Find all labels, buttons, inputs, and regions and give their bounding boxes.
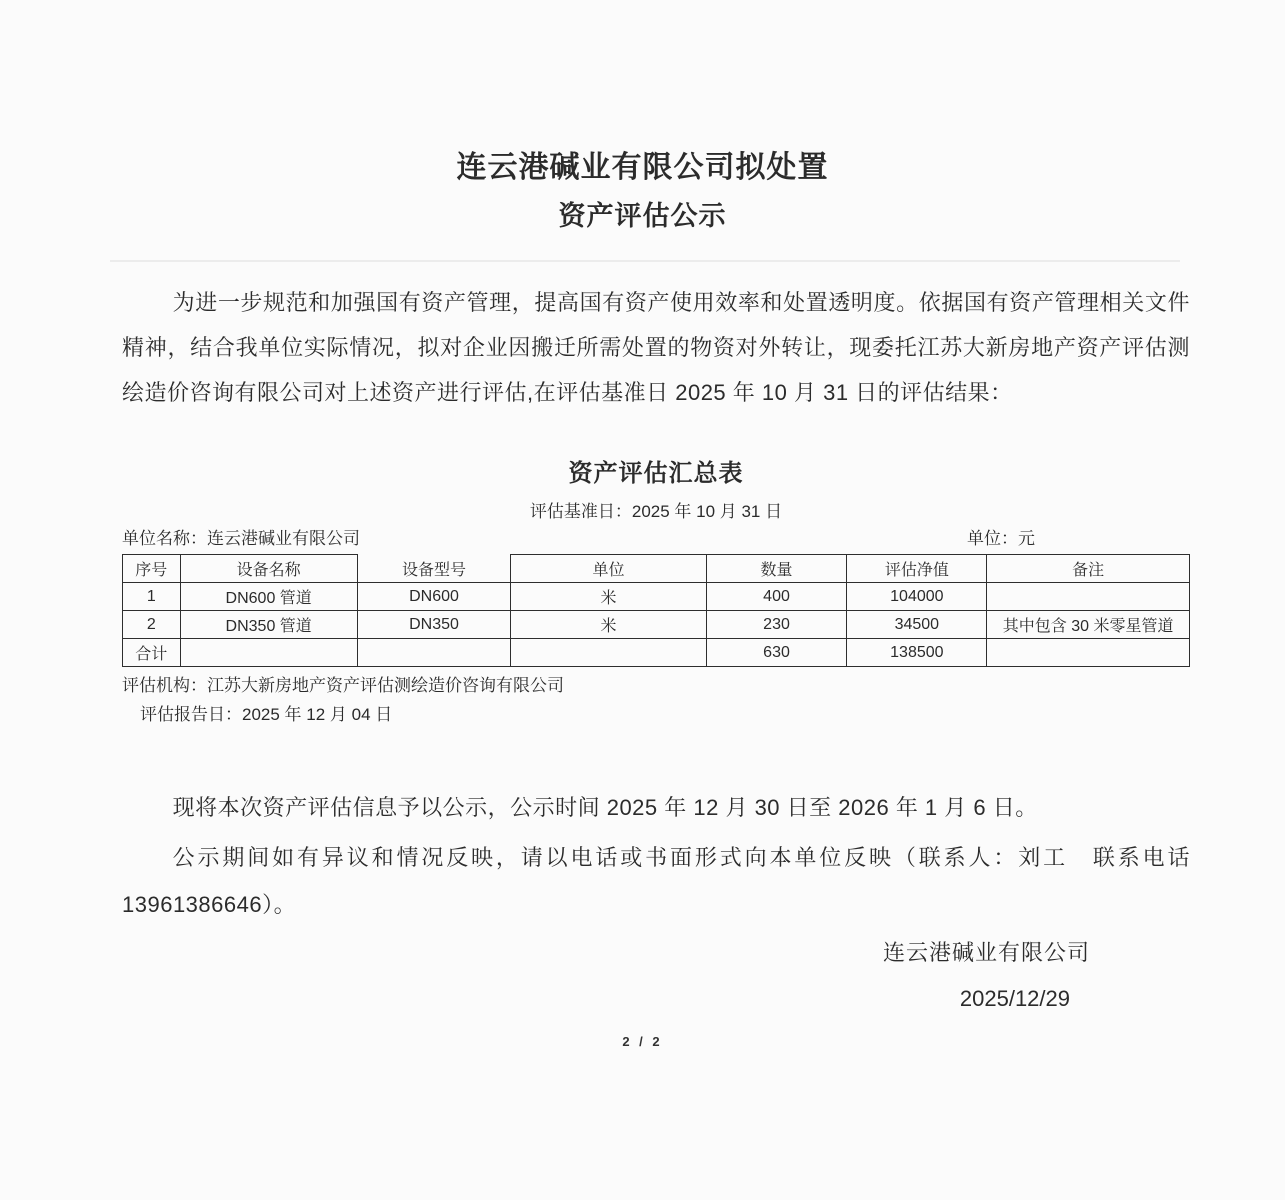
cell-unit: 米 xyxy=(511,611,706,639)
cell-equipment-model: DN600 xyxy=(357,583,511,611)
cell-unit: 米 xyxy=(511,583,706,611)
signature-date: 2025/12/29 xyxy=(959,986,1070,1011)
document-title-line2: 资产评估公示 xyxy=(558,201,727,231)
cell-total-label: 合计 xyxy=(123,639,181,667)
cell-equipment-model xyxy=(357,639,511,667)
cell-appraised-value: 34500 xyxy=(847,611,987,639)
intro-paragraph: 为进一步规范和加强国有资产管理，提高国有资产使用效率和处置透明度。依据国有资产管理相关文件精神，结合我单位实际情况，拟对企业因搬迁所需处置的物资对外转让，现委托江苏大新房地产资产评估测绘造价咨询有限公司对上述资产进行评估,在评估基准日 2025 年 10 月 31 日的评估结果： xyxy=(122,290,1190,405)
public-notice-block xyxy=(122,784,1190,928)
table-total-row xyxy=(123,639,1190,667)
cell-equipment-name: DN600 管道 xyxy=(180,583,357,611)
signature-company: 连云港碱业有限公司 xyxy=(882,940,1090,965)
col-header-equipment-name: 设备名称 xyxy=(180,555,357,583)
cell-remarks: 其中包含 30 米零星管道 xyxy=(987,611,1190,639)
table-row xyxy=(123,611,1190,639)
col-header-quantity: 数量 xyxy=(706,555,847,583)
cell-total-quantity: 630 xyxy=(706,639,847,667)
unit-name-label: 单位名称：连云港碱业有限公司 xyxy=(122,529,360,548)
table-meta-row xyxy=(122,528,1190,550)
notice-paragraph-contact: 公示期间如有异议和情况反映，请以电话或书面形式向本单位反映（联系人：刘工 联系电话 13961386646）。 xyxy=(122,845,1190,917)
notice-paragraph-period: 现将本次资产评估信息予以公示，公示时间 2025 年 12 月 30 日至 2026 年 1 月 6 日。 xyxy=(172,795,1038,820)
cell-equipment-model: DN350 xyxy=(357,611,511,639)
appraisal-report-date-line: 评估报告日：2025 年 12 月 04 日 xyxy=(140,705,393,724)
header-divider xyxy=(110,260,1180,262)
col-header-unit: 单位 xyxy=(511,555,706,583)
col-header-index: 序号 xyxy=(123,555,181,583)
col-header-appraised-value: 评估净值 xyxy=(847,555,987,583)
valuation-base-date: 评估基准日：2025 年 10 月 31 日 xyxy=(529,502,783,521)
summary-table-title: 资产评估汇总表 xyxy=(568,460,744,487)
table-row xyxy=(123,583,1190,611)
cell-quantity: 400 xyxy=(706,583,847,611)
cell-total-appraised-value: 138500 xyxy=(847,639,987,667)
cell-index: 2 xyxy=(123,611,181,639)
table-header-row xyxy=(123,555,1190,583)
cell-quantity: 230 xyxy=(706,611,847,639)
col-header-equipment-model: 设备型号 xyxy=(357,555,511,583)
cell-remarks xyxy=(987,639,1190,667)
cell-index: 1 xyxy=(123,583,181,611)
currency-unit-label: 单位：元 xyxy=(967,529,1035,548)
document-body xyxy=(122,280,1190,1014)
appraisal-agency-line: 评估机构：江苏大新房地产资产评估测绘造价咨询有限公司 xyxy=(122,676,564,695)
document-title-line1: 连云港碱业有限公司拟处置 xyxy=(456,151,829,184)
cell-equipment-name xyxy=(180,639,357,667)
cell-unit xyxy=(511,639,706,667)
col-header-remarks: 备注 xyxy=(987,555,1190,583)
asset-valuation-summary-table xyxy=(122,554,1190,667)
cell-equipment-name: DN350 管道 xyxy=(180,611,357,639)
cell-appraised-value: 104000 xyxy=(847,583,987,611)
document-title-block xyxy=(0,0,1285,232)
page-number: 2 / 2 xyxy=(622,1034,663,1049)
cell-remarks xyxy=(987,583,1190,611)
